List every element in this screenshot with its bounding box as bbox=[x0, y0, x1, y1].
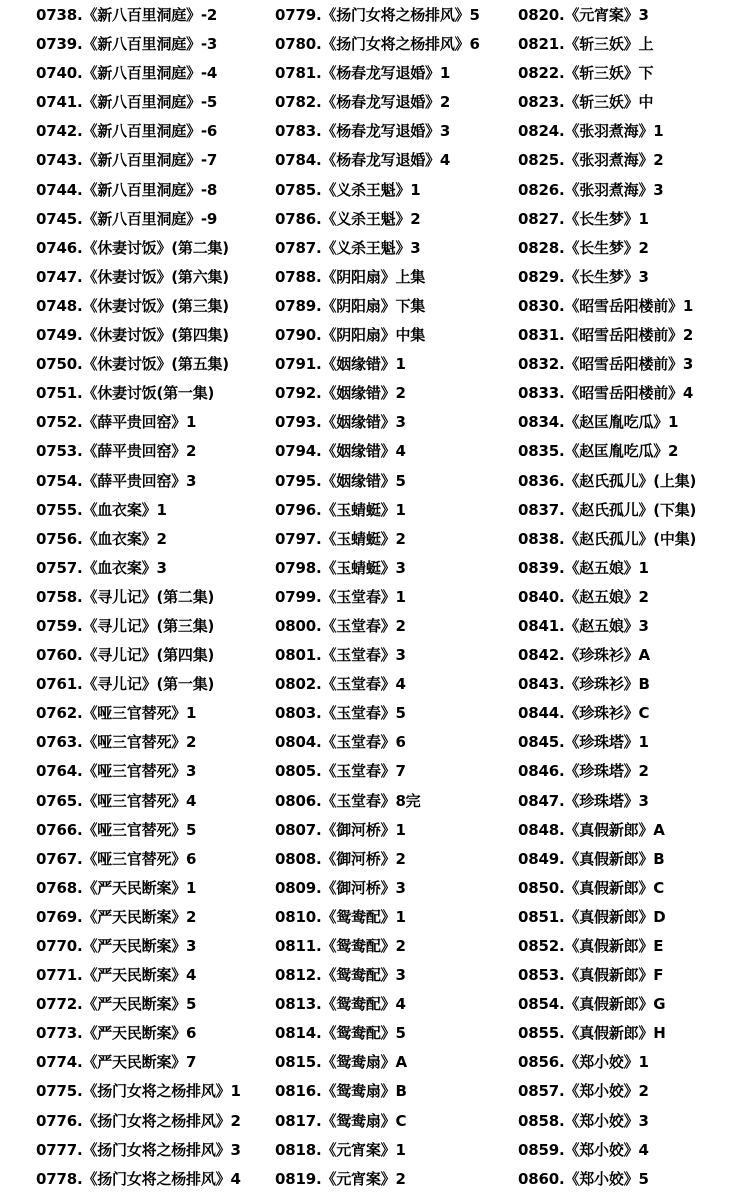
catalog-entry: 0759.《寻儿记》(第三集) bbox=[36, 616, 215, 635]
catalog-entry: 0738.《新八百里洞庭》-2 bbox=[36, 6, 218, 24]
catalog-entry: 0794.《姻缘错》4 bbox=[275, 442, 406, 461]
catalog-entry: 0771.《严天民断案》4 bbox=[36, 966, 197, 985]
catalog-entry: 0851.《真假新郎》D bbox=[518, 907, 666, 926]
catalog-entry: 0787.《义杀王魁》3 bbox=[275, 238, 421, 257]
catalog-entry: 0854.《真假新郎》G bbox=[518, 995, 666, 1014]
catalog-entry: 0778.《扬门女将之杨排风》4 bbox=[36, 1169, 241, 1188]
catalog-entry: 0760.《寻儿记》(第四集) bbox=[36, 646, 215, 665]
catalog-entry: 0789.《阴阳扇》下集 bbox=[275, 296, 426, 315]
catalog-entry: 0829.《长生梦》3 bbox=[518, 267, 649, 286]
catalog-entry: 0831.《昭雪岳阳楼前》2 bbox=[518, 326, 694, 345]
catalog-entry: 0773.《严天民断案》6 bbox=[36, 1024, 197, 1043]
catalog-entry: 0848.《真假新郎》A bbox=[518, 820, 665, 839]
catalog-entry: 0833.《昭雪岳阳楼前》4 bbox=[518, 384, 694, 403]
catalog-entry: 0767.《哑三官替死》6 bbox=[36, 849, 197, 868]
catalog-entry: 0812.《鸳鸯配》3 bbox=[275, 966, 406, 985]
catalog-entry: 0823.《斩三妖》中 bbox=[518, 93, 654, 112]
catalog-entry: 0816.《鸳鸯扇》B bbox=[275, 1082, 407, 1101]
catalog-entry: 0754.《薛平贵回窑》3 bbox=[36, 471, 197, 490]
catalog-entry: 0762.《哑三官替死》1 bbox=[36, 704, 197, 723]
catalog-entry: 0743.《新八百里洞庭》-7 bbox=[36, 151, 218, 170]
catalog-entry: 0804.《玉堂春》6 bbox=[275, 733, 406, 752]
catalog-entry: 0809.《御河桥》3 bbox=[275, 878, 406, 897]
catalog-entry: 0764.《哑三官替死》3 bbox=[36, 762, 197, 781]
catalog-entry: 0797.《玉蜻蜓》2 bbox=[275, 529, 406, 548]
catalog-entry: 0793.《姻缘错》3 bbox=[275, 413, 406, 432]
catalog-entry: 0755.《血衣案》1 bbox=[36, 500, 167, 519]
catalog-entry: 0784.《杨春龙写退婚》4 bbox=[275, 151, 451, 170]
catalog-entry: 0756.《血衣案》2 bbox=[36, 529, 167, 548]
catalog-entry: 0849.《真假新郎》B bbox=[518, 849, 665, 868]
catalog-entry: 0858.《郑小姣》3 bbox=[518, 1111, 649, 1130]
catalog-entry: 0843.《珍珠衫》B bbox=[518, 675, 650, 694]
catalog-entry: 0769.《严天民断案》2 bbox=[36, 907, 197, 926]
catalog-entry: 0741.《新八百里洞庭》-5 bbox=[36, 93, 218, 112]
catalog-entry: 0846.《珍珠塔》2 bbox=[518, 762, 649, 781]
catalog-entry: 0830.《昭雪岳阳楼前》1 bbox=[518, 296, 694, 315]
catalog-entry: 0765.《哑三官替死》4 bbox=[36, 791, 197, 810]
catalog-entry: 0761.《寻儿记》(第一集) bbox=[36, 675, 215, 694]
catalog-entry: 0850.《真假新郎》C bbox=[518, 878, 665, 897]
catalog-entry: 0751.《休妻讨饭(第一集) bbox=[36, 384, 215, 403]
catalog-entry: 0859.《郑小姣》4 bbox=[518, 1140, 649, 1159]
catalog-entry: 0842.《珍珠衫》A bbox=[518, 646, 650, 665]
catalog-entry: 0834.《赵匡胤吃瓜》1 bbox=[518, 413, 679, 432]
catalog-entry: 0853.《真假新郎》F bbox=[518, 966, 664, 985]
catalog-entry: 0757.《血衣案》3 bbox=[36, 558, 167, 577]
catalog-entry: 0844.《珍珠衫》C bbox=[518, 704, 650, 723]
catalog-entry: 0805.《玉堂春》7 bbox=[275, 762, 406, 781]
catalog-entry: 0838.《赵氏孤儿》(中集) bbox=[518, 529, 697, 548]
catalog-entry: 0772.《严天民断案》5 bbox=[36, 995, 197, 1014]
catalog-entry: 0775.《扬门女将之杨排风》1 bbox=[36, 1082, 241, 1101]
catalog-entry: 0770.《严天民断案》3 bbox=[36, 937, 197, 955]
catalog-entry: 0791.《姻缘错》1 bbox=[275, 355, 406, 374]
catalog-entry: 0763.《哑三官替死》2 bbox=[36, 733, 197, 752]
catalog-entry: 0808.《御河桥》2 bbox=[275, 849, 406, 868]
catalog-entry: 0856.《郑小姣》1 bbox=[518, 1053, 649, 1072]
catalog-entry: 0744.《新八百里洞庭》-8 bbox=[36, 180, 218, 199]
catalog-entry: 0749.《休妻讨饭》(第四集) bbox=[36, 326, 229, 345]
catalog-entry: 0739.《新八百里洞庭》-3 bbox=[36, 35, 218, 54]
catalog-entry: 0746.《休妻讨饭》(第二集) bbox=[36, 238, 229, 257]
catalog-entry: 0753.《薛平贵回窑》2 bbox=[36, 442, 197, 461]
catalog-entry: 0815.《鸳鸯扇》A bbox=[275, 1053, 407, 1072]
catalog-entry: 0840.《赵五娘》2 bbox=[518, 587, 649, 606]
catalog-entry: 0837.《赵氏孤儿》(下集) bbox=[518, 500, 697, 519]
catalog-entry: 0827.《长生梦》1 bbox=[518, 209, 649, 228]
catalog-entry: 0821.《斩三妖》上 bbox=[518, 35, 654, 54]
catalog-entry: 0847.《珍珠塔》3 bbox=[518, 791, 649, 810]
catalog-entry: 0857.《郑小姣》2 bbox=[518, 1082, 649, 1101]
catalog-entry: 0800.《玉堂春》2 bbox=[275, 616, 406, 635]
catalog-entry: 0801.《玉堂春》3 bbox=[275, 646, 406, 665]
catalog-entry: 0750.《休妻讨饭》(第五集) bbox=[36, 355, 229, 374]
catalog-entry: 0796.《玉蜻蜓》1 bbox=[275, 500, 406, 519]
catalog-entry: 0783.《杨春龙写退婚》3 bbox=[275, 122, 451, 141]
catalog-entry: 0820.《元宵案》3 bbox=[518, 6, 649, 24]
catalog-entry: 0822.《斩三妖》下 bbox=[518, 64, 654, 83]
catalog-entry: 0818.《元宵案》1 bbox=[275, 1140, 406, 1159]
catalog-entry: 0802.《玉堂春》4 bbox=[275, 675, 406, 694]
catalog-entry: 0810.《鸳鸯配》1 bbox=[275, 907, 406, 926]
catalog-entry: 0824.《张羽煮海》1 bbox=[518, 122, 664, 141]
catalog-entry: 0780.《扬门女将之杨排风》6 bbox=[275, 35, 480, 54]
catalog-entry: 0785.《义杀王魁》1 bbox=[275, 180, 421, 199]
catalog-entry: 0852.《真假新郎》E bbox=[518, 937, 664, 955]
catalog-column-3 bbox=[518, 1, 748, 1194]
catalog-entry: 0752.《薛平贵回窑》1 bbox=[36, 413, 197, 432]
catalog-entry: 0782.《杨春龙写退婚》2 bbox=[275, 93, 451, 112]
catalog-entry: 0781.《杨春龙写退婚》1 bbox=[275, 64, 451, 83]
catalog-entry: 0807.《御河桥》1 bbox=[275, 820, 406, 839]
catalog-entry: 0835.《赵匡胤吃瓜》2 bbox=[518, 442, 679, 461]
catalog-entry: 0803.《玉堂春》5 bbox=[275, 704, 406, 723]
catalog-entry: 0768.《严天民断案》1 bbox=[36, 878, 197, 897]
catalog-entry: 0814.《鸳鸯配》5 bbox=[275, 1024, 406, 1043]
catalog-entry: 0839.《赵五娘》1 bbox=[518, 558, 649, 577]
catalog-entry: 0836.《赵氏孤儿》(上集) bbox=[518, 471, 697, 490]
catalog-entry: 0798.《玉蜻蜓》3 bbox=[275, 558, 406, 577]
catalog-entry: 0779.《扬门女将之杨排风》5 bbox=[275, 6, 480, 24]
catalog-entry: 0845.《珍珠塔》1 bbox=[518, 733, 649, 752]
catalog-entry: 0819.《元宵案》2 bbox=[275, 1169, 406, 1188]
catalog-entry: 0811.《鸳鸯配》2 bbox=[275, 937, 406, 955]
catalog-entry: 0795.《姻缘错》5 bbox=[275, 471, 406, 490]
catalog-entry: 0740.《新八百里洞庭》-4 bbox=[36, 64, 218, 83]
catalog-column-2 bbox=[275, 1, 519, 1194]
catalog-column-1 bbox=[36, 1, 276, 1194]
catalog-entry: 0788.《阴阳扇》上集 bbox=[275, 267, 426, 286]
catalog-entry: 0745.《新八百里洞庭》-9 bbox=[36, 209, 218, 228]
catalog-entry: 0792.《姻缘错》2 bbox=[275, 384, 406, 403]
catalog-entry: 0813.《鸳鸯配》4 bbox=[275, 995, 406, 1014]
catalog-entry: 0817.《鸳鸯扇》C bbox=[275, 1111, 407, 1130]
catalog-entry: 0777.《扬门女将之杨排风》3 bbox=[36, 1140, 241, 1159]
catalog-entry: 0776.《扬门女将之杨排风》2 bbox=[36, 1111, 241, 1130]
catalog-entry: 0774.《严天民断案》7 bbox=[36, 1053, 197, 1072]
catalog-entry: 0828.《长生梦》2 bbox=[518, 238, 649, 257]
catalog-entry: 0860.《郑小姣》5 bbox=[518, 1169, 649, 1188]
catalog-entry: 0758.《寻儿记》(第二集) bbox=[36, 587, 215, 606]
catalog-entry: 0786.《义杀王魁》2 bbox=[275, 209, 421, 228]
catalog-entry: 0748.《休妻讨饭》(第三集) bbox=[36, 296, 229, 315]
catalog-entry: 0826.《张羽煮海》3 bbox=[518, 180, 664, 199]
catalog-entry: 0742.《新八百里洞庭》-6 bbox=[36, 122, 218, 141]
catalog-entry: 0832.《昭雪岳阳楼前》3 bbox=[518, 355, 694, 374]
catalog-entry: 0799.《玉堂春》1 bbox=[275, 587, 406, 606]
catalog-entry: 0825.《张羽煮海》2 bbox=[518, 151, 664, 170]
catalog-entry: 0766.《哑三官替死》5 bbox=[36, 820, 197, 839]
catalog-entry: 0790.《阴阳扇》中集 bbox=[275, 326, 426, 345]
catalog-entry: 0806.《玉堂春》8完 bbox=[275, 791, 421, 810]
catalog-entry: 0841.《赵五娘》3 bbox=[518, 616, 649, 635]
catalog-entry: 0747.《休妻讨饭》(第六集) bbox=[36, 267, 229, 286]
catalog-entry: 0855.《真假新郎》H bbox=[518, 1024, 666, 1043]
